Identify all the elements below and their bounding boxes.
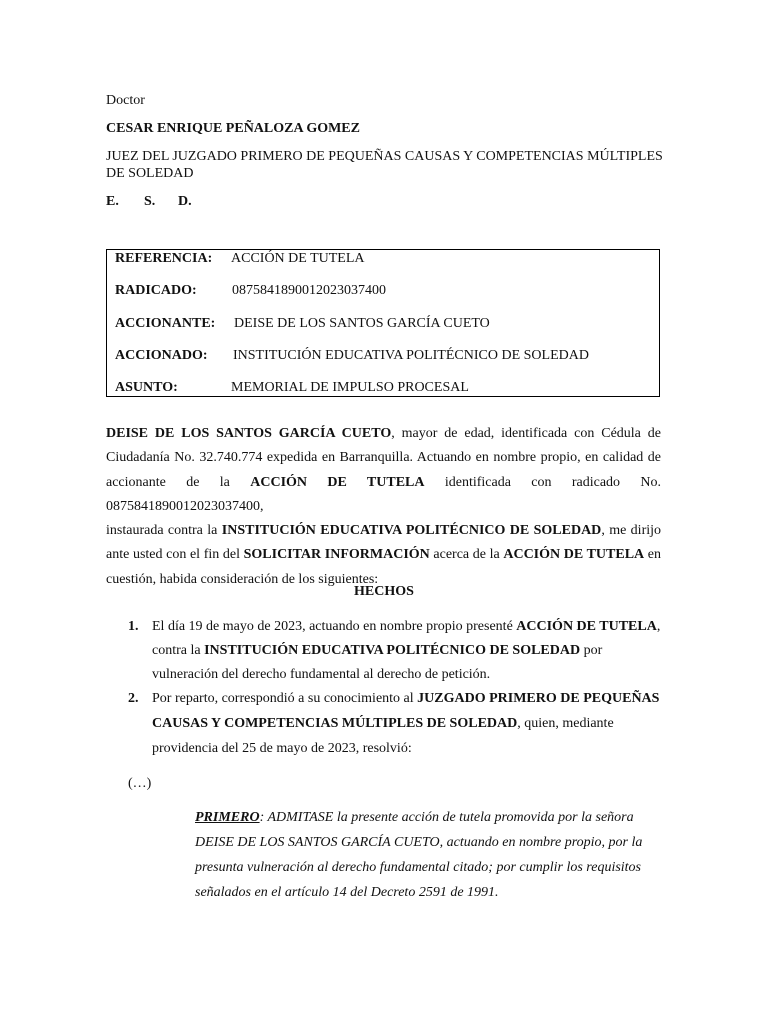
item-bold: INSTITUCIÓN EDUCATIVA POLITÉCNICO DE SOLEDAD xyxy=(204,643,581,658)
ellipsis: (…) xyxy=(128,776,152,791)
quote-line3: presunta vulneración al derecho fundamental citado; por cumplir los requisitos xyxy=(195,860,642,875)
item-2-line2 xyxy=(152,716,614,732)
intro-line xyxy=(106,519,661,543)
intro-bold: ACCIÓN DE TUTELA xyxy=(250,474,425,490)
quote-line4: señalados en el artículo 14 del Decreto 2591 de 1991. xyxy=(195,885,499,900)
intro-bold: SOLICITAR INFORMACIÓN xyxy=(243,547,430,563)
quote-text: : ADMITASE la presente acción de tutela promovida por la señora xyxy=(259,810,634,825)
recipient-name: CESAR ENRIQUE PEÑALOZA GOMEZ xyxy=(106,121,360,136)
item-text: , xyxy=(656,619,661,634)
item-bold: ACCIÓN DE TUTELA xyxy=(516,619,657,634)
intro-bold: INSTITUCIÓN EDUCATIVA POLITÉCNICO DE SOLEDAD xyxy=(221,523,602,539)
recipient-title-line2: DE SOLEDAD xyxy=(106,166,194,181)
radicado-label: RADICADO: xyxy=(115,283,197,298)
asunto-value: MEMORIAL DE IMPULSO PROCESAL xyxy=(231,380,469,395)
item-1-line1 xyxy=(152,619,660,635)
asunto-label: ASUNTO: xyxy=(115,380,178,395)
accionado-value: INSTITUCIÓN EDUCATIVA POLITÉCNICO DE SOLEDAD xyxy=(233,348,589,363)
intro-text: en xyxy=(644,547,661,563)
intro-text: acerca de la xyxy=(429,547,504,563)
recipient-title-line1: JUEZ DEL JUZGADO PRIMERO DE PEQUEÑAS CAUSAS Y COMPETENCIAS MÚLTIPLES xyxy=(106,149,663,164)
intro-line xyxy=(106,471,661,520)
item-bold: JUZGADO PRIMERO DE PEQUEÑAS xyxy=(417,691,660,706)
intro-line xyxy=(106,422,661,446)
item-text: El día 19 de mayo de 2023, actuando en nombre propio presenté xyxy=(152,619,517,634)
item-text: Por reparto, correspondió a su conocimiento al xyxy=(152,691,418,706)
intro-line xyxy=(106,543,661,567)
intro-text: cuestión, habida consideración de los siguientes: xyxy=(106,571,379,587)
salutation: Doctor xyxy=(106,93,145,108)
esd-d: D. xyxy=(178,194,192,209)
reference-value: ACCIÓN DE TUTELA xyxy=(231,251,365,266)
quote-line1 xyxy=(195,810,634,826)
intro-text: identificada con radicado No. 0875841890012023037400, xyxy=(106,474,662,514)
item-2-number: 2. xyxy=(128,691,139,706)
radicado-value: 0875841890012023037400 xyxy=(232,283,386,298)
accionante-label: ACCIONANTE: xyxy=(115,316,216,331)
esd-e: E. xyxy=(106,194,119,209)
intro-text: , mayor de edad, identificada con Cédula de xyxy=(391,426,661,441)
intro-accionante-name: DEISE DE LOS SANTOS GARCÍA CUETO xyxy=(106,426,392,441)
reference-box xyxy=(106,249,660,397)
item-text: , quien, mediante xyxy=(517,716,614,731)
item-2-line1 xyxy=(152,691,659,707)
item-1-number: 1. xyxy=(128,619,139,634)
intro-text: accionante de la xyxy=(106,474,251,490)
item-text: contra la xyxy=(152,643,205,658)
item-2-line3: providencia del 25 de mayo de 2023, resolvió: xyxy=(152,741,412,756)
intro-text: ante usted con el fin del xyxy=(106,547,244,563)
intro-text: instaurada contra la xyxy=(106,523,222,539)
esd-s: S. xyxy=(144,194,156,209)
intro-bold: ACCIÓN DE TUTELA xyxy=(503,547,645,563)
item-bold: CAUSAS Y COMPETENCIAS MÚLTIPLES DE SOLEDAD xyxy=(152,716,518,731)
intro-text: , me dirijo xyxy=(601,523,662,539)
item-1-line2 xyxy=(152,643,602,659)
quote-line2: DEISE DE LOS SANTOS GARCÍA CUETO, actuando en nombre propio, por la xyxy=(195,835,643,850)
intro-text: Ciudadanía No. 32.740.774 expedida en Barranquilla. Actuando en nombre propio, en calidad de xyxy=(106,450,661,466)
quote-bold: PRIMERO xyxy=(195,810,260,825)
item-1-line3: vulneración del derecho fundamental al derecho de petición. xyxy=(152,667,491,682)
accionado-label: ACCIONADO: xyxy=(115,348,208,363)
item-text: por xyxy=(580,643,603,658)
accionante-value: DEISE DE LOS SANTOS GARCÍA CUETO xyxy=(234,316,490,331)
intro-line xyxy=(106,446,661,470)
intro-paragraph xyxy=(106,422,661,592)
reference-label: REFERENCIA: xyxy=(115,251,213,266)
hechos-heading: HECHOS xyxy=(354,584,414,599)
